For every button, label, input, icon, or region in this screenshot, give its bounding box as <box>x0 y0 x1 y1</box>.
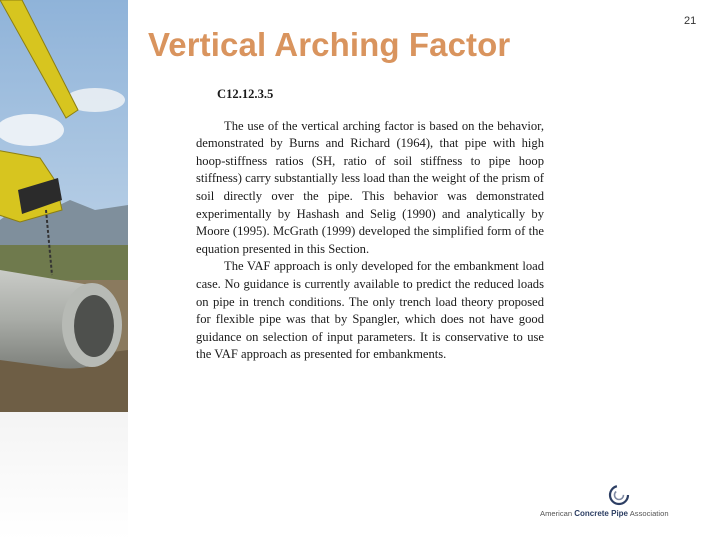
section-code: C12.12.3.5 <box>217 87 274 101</box>
logo-suffix: Association <box>629 509 669 518</box>
slide-number: 21 <box>684 15 697 27</box>
association-logo <box>540 484 700 524</box>
paragraph-arching-factor-basis: The use of the vertical arching factor is based on the behavior, demonstrated by Burns and Richard (1964), that pipe with high hoop-stiffness ratios (SH, ratio of soil stiffness to pipe hoop stiffness) carry substantially less load than the weight of the prism of soil directly over the pipe. This behavior was demonstrated experimentally by Hashash and Selig (1990) and analytically by Moore (1995). McGrath (1999) developed the simplified form of the equation presented in this Section. <box>196 118 544 256</box>
logo-prefix: American <box>540 509 573 518</box>
page-title: Vertical Arching Factor <box>148 26 511 63</box>
left-shadow <box>0 412 128 540</box>
logo-strong: Concrete Pipe <box>574 509 628 518</box>
paragraph-vaf-approach: The VAF approach is only developed for the embankment load case. No guidance is currently available to predict the reduced loads on pipe in trench conditions. The only trench load theory proposed for flexible pipe was that by Spangler, which does not have good guidance on selection of input parameters. It is conservative to use the VAF approach as presented for embankments. <box>196 259 544 362</box>
association-name <box>540 509 669 518</box>
acpa-logo-icon <box>608 484 630 506</box>
construction-photo <box>0 0 128 412</box>
pipe-opening <box>74 295 114 357</box>
pipe-lifting-illustration <box>0 0 128 412</box>
document-excerpt <box>196 86 544 364</box>
